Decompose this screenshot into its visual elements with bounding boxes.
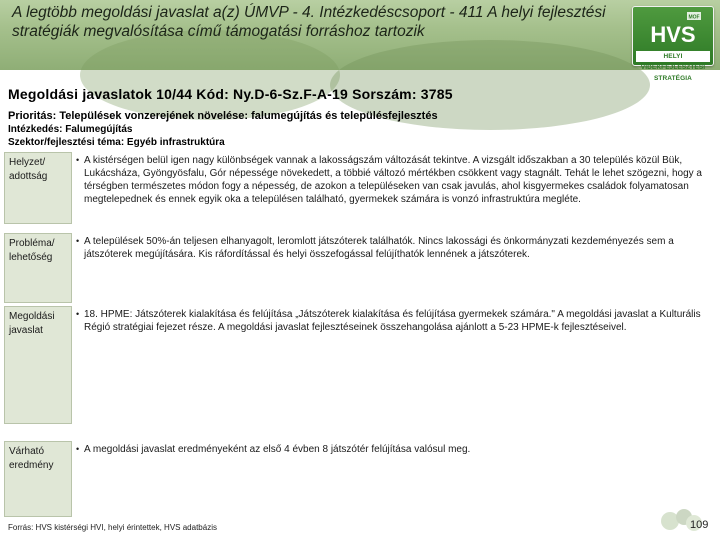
row-label: Megoldási javaslat	[4, 306, 72, 424]
row-text-container	[76, 154, 704, 206]
info-row	[4, 306, 710, 424]
row-text-container	[76, 308, 704, 334]
logo-flag-text: MOF	[688, 14, 700, 21]
header-banner	[0, 0, 720, 82]
intervention-line: Intézkedés: Falumegújítás	[8, 124, 133, 135]
page-title: Megoldási javaslatok 10/44 Kód: Ny.D-6-Sz.F-A-19 Sorszám: 3785	[8, 86, 453, 102]
info-row	[4, 441, 710, 517]
logo-subtitle: HELYI VIDÉKFEJLESZTÉSI STRATÉGIA	[636, 51, 710, 62]
priority-line: Prioritás: Települések vonzerejének növelése: falumegújítás és településfejlesztés	[8, 110, 438, 122]
bullet-icon: •	[76, 236, 80, 246]
sector-line: Szektor/fejlesztési téma: Egyéb infrastruktúra	[8, 137, 225, 148]
page-number: 109	[690, 519, 709, 531]
info-row	[4, 233, 710, 303]
source-note: Forrás: HVS kistérségi HVI, helyi érintettek, HVS adatbázis	[8, 523, 217, 532]
hvs-logo	[632, 6, 714, 82]
header-title: A legtöbb megoldási javaslat a(z) ÚMVP - 4. Intézkedéscsoport - 411 A helyi fejlesztési stratégiák megvalósítása című támogatási forráshoz tartozik	[12, 4, 606, 40]
row-text: 18. HPME: Játszóterek kialakítása és felújítása „Játszóterek kialakítása és felújítása gyermekek számára." A megoldási javaslat a Kulturális Régió stratégiai fejezet része. A megoldási javaslat fejlesztéseinek összehangolása ajánlott a 5-23 HPME-k fejlesztéseivel.	[84, 309, 701, 333]
bullet-icon: •	[76, 155, 80, 165]
row-text: A megoldási javaslat eredményeként az első 4 évben 8 játszótér felújítása valósul meg.	[84, 444, 471, 455]
row-label: Helyzet/ adottság	[4, 152, 72, 224]
row-text: A kistérségen belül igen nagy különbségek vannak a lakosságszám változását tekintve. A vizsgált időszakban a 30 település közül Bük, Lukácsháza, Gyöngyösfalu, Gór népessége növekedett, a többié változó mértékben csökkent vagy stagnált. Tehát le lehet szögezni, hogy a térségben természetes módon fogy a népesség, de azokon a településeken van csak javulás, ahol kisgyermekes családok folyamatosan megtelepednek és ennek egyik oka a településen található, gyermekek számára is vonzó infrastruktúra megléte.	[84, 155, 702, 205]
row-text-container	[76, 235, 704, 261]
row-label: Várható eredmény	[4, 441, 72, 517]
row-text: A települések 50%-án teljesen elhanyagolt, leromlott játszóterek találhatók. Nincs lakossági és önkormányzati kezdeményezés sem a játszóterek megújítására. Kis ráfordítással és helyi összefogással felújíthatók lennének a játszóterek.	[84, 236, 674, 260]
bullet-icon: •	[76, 309, 80, 319]
row-text-container	[76, 443, 704, 456]
landscape-hill-decoration	[80, 30, 340, 120]
logo-badge-text: HVS	[650, 22, 696, 47]
bullet-icon: •	[76, 444, 80, 454]
info-row	[4, 152, 710, 224]
hvs-logo-icon	[639, 11, 707, 45]
row-label: Probléma/ lehetőség	[4, 233, 72, 303]
